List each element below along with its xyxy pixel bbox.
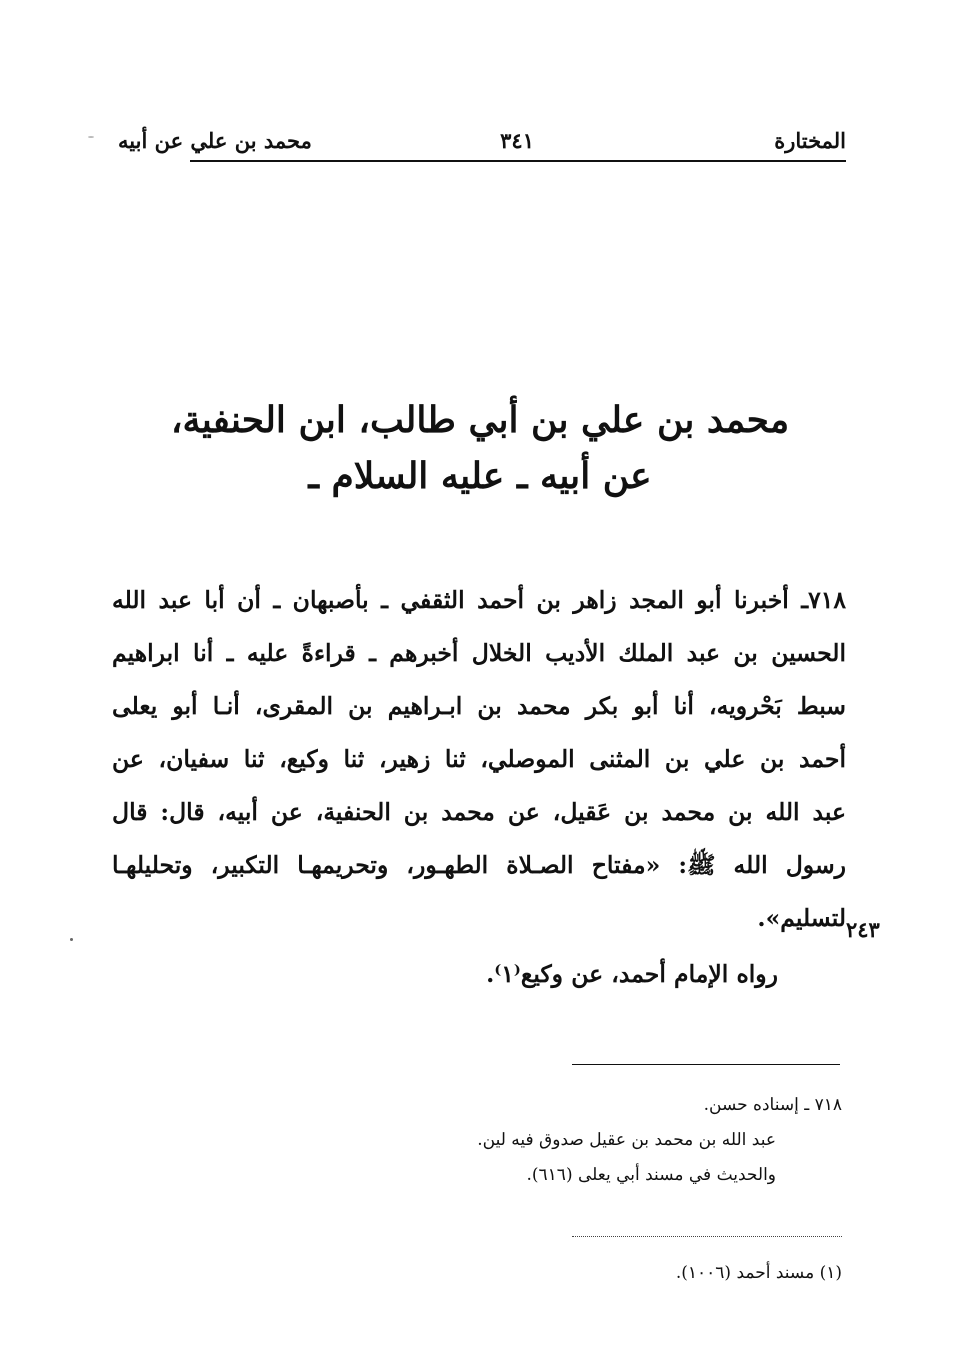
hadith-text <box>112 574 846 945</box>
section-title: محمد بن علي عن أبيه <box>118 128 312 153</box>
hadith-line: أحمد بن علي بن المثنى الموصلي، ثنا زهير، ثنا وكيع، ثنا سفيان، عن <box>112 745 846 773</box>
footnote: (١) مسند أحمد (١٠٠٦). <box>675 1263 842 1283</box>
narration-line: رواه الإمام أحمد، عن وكيع⁽١⁾. <box>486 960 778 988</box>
hadith-line: ٧١٨ـ أخبرنا أبو المجد زاهر بن أحمد الثقفي ـ بأصبهان ـ أن أبا عبد الله <box>112 586 846 614</box>
margin-reference-number: ٢٤٣ <box>846 917 880 942</box>
chapter-title-line-2: عن أبيه ـ عليه السلام ـ <box>308 455 652 497</box>
note-line: عبد الله بن محمد بن عقيل صدوق فيه لين. <box>477 1130 776 1150</box>
notes-block <box>380 1088 842 1193</box>
hadith-line: عبد الله بن محمد بن عَقيل، عن محمد بن الحنفية، عن أبيه، قال: قال <box>112 798 846 826</box>
scan-speck <box>70 938 73 941</box>
chapter-title <box>120 392 840 504</box>
hadith-line: سبط بَحْرويه، أنا أبو بكر محمد بن ابـراهيم بن المقرى، أنـا أبو يعلى <box>112 692 846 720</box>
page-number: ٣٤١ <box>500 128 534 153</box>
hadith-line: لتسليم». <box>757 904 846 932</box>
header-rule <box>190 160 846 162</box>
notes-rule <box>572 1064 840 1065</box>
note-line: والحديث في مسند أبي يعلى (٦١٦). <box>526 1165 776 1185</box>
note-line: ٧١٨ ـ إسناده حسن. <box>703 1095 842 1115</box>
running-head <box>118 126 846 160</box>
hadith-line: رسول الله ﷺ: «مفتاح الصـلاة الطهـور، وتحريمهـا التكبير، وتحليلهـا <box>112 851 846 879</box>
chapter-title-line-1: محمد بن علي بن أبي طالب، ابن الحنفية، <box>170 399 790 441</box>
scan-speck <box>88 136 94 138</box>
footnote-rule <box>572 1236 842 1237</box>
hadith-line: الحسين بن عبد الملك الأديب الخلال أخبرهم ـ قراءةً عليه ـ أنا ابراهيم <box>112 639 846 667</box>
book-title: المختارة <box>774 128 846 153</box>
